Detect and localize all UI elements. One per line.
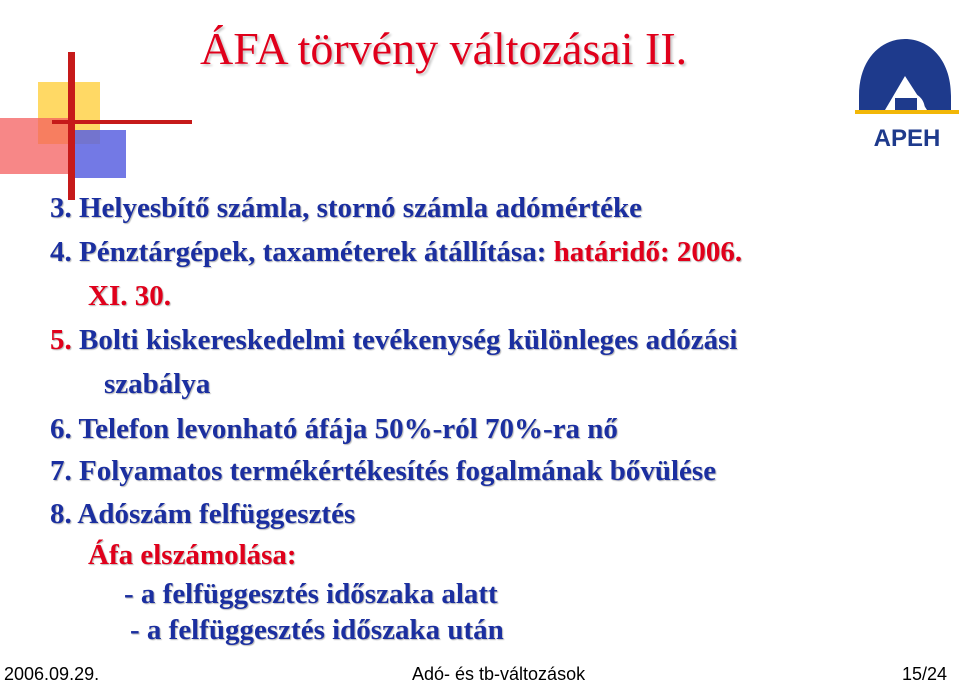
item-7: 7. Folyamatos termékértékesítés fogalmának bővülése — [50, 455, 717, 487]
slide-title: ÁFA törvény változásai II. — [200, 23, 688, 74]
item-4-text: 4. Pénztárgépek, taxaméterek átállítása: — [50, 236, 554, 268]
decor-pink-square — [0, 118, 68, 174]
item-5-cont: szabálya — [104, 368, 211, 400]
decor-horizontal-line — [52, 120, 192, 124]
footer-title: Adó- és tb-változások — [412, 664, 586, 684]
apeh-logo-icon — [855, 0, 959, 156]
item-4-deadline: határidő: 2006. — [553, 236, 743, 268]
page-number: 15/24 — [902, 664, 948, 684]
sub-item-1: - a felfüggesztés időszaka alatt — [124, 578, 498, 610]
item-5 — [50, 324, 737, 357]
afa-heading: Áfa elszámolása: — [88, 539, 297, 571]
item-5-number: 5. — [50, 324, 79, 356]
footer-date: 2006.09.29. — [4, 664, 100, 684]
item-5-text: Bolti kiskereskedelmi tevékenység különleges adózási — [79, 324, 738, 356]
decor-vertical-line — [68, 52, 75, 200]
apeh-logo-text: APEH — [873, 125, 941, 152]
item-8: 8. Adószám felfüggesztés — [50, 498, 356, 530]
item-4 — [50, 236, 742, 269]
item-3: 3. Helyesbítő számla, stornó számla adómértéke — [50, 192, 642, 224]
apeh-logo — [855, 0, 959, 156]
item-4-deadline-cont: XI. 30. — [88, 280, 171, 312]
item-6: 6. Telefon levonható áfája 50%-ról 70%-ra nő — [50, 413, 618, 445]
decor-blue-square — [74, 130, 126, 178]
sub-item-2: - a felfüggesztés időszaka után — [130, 614, 504, 646]
